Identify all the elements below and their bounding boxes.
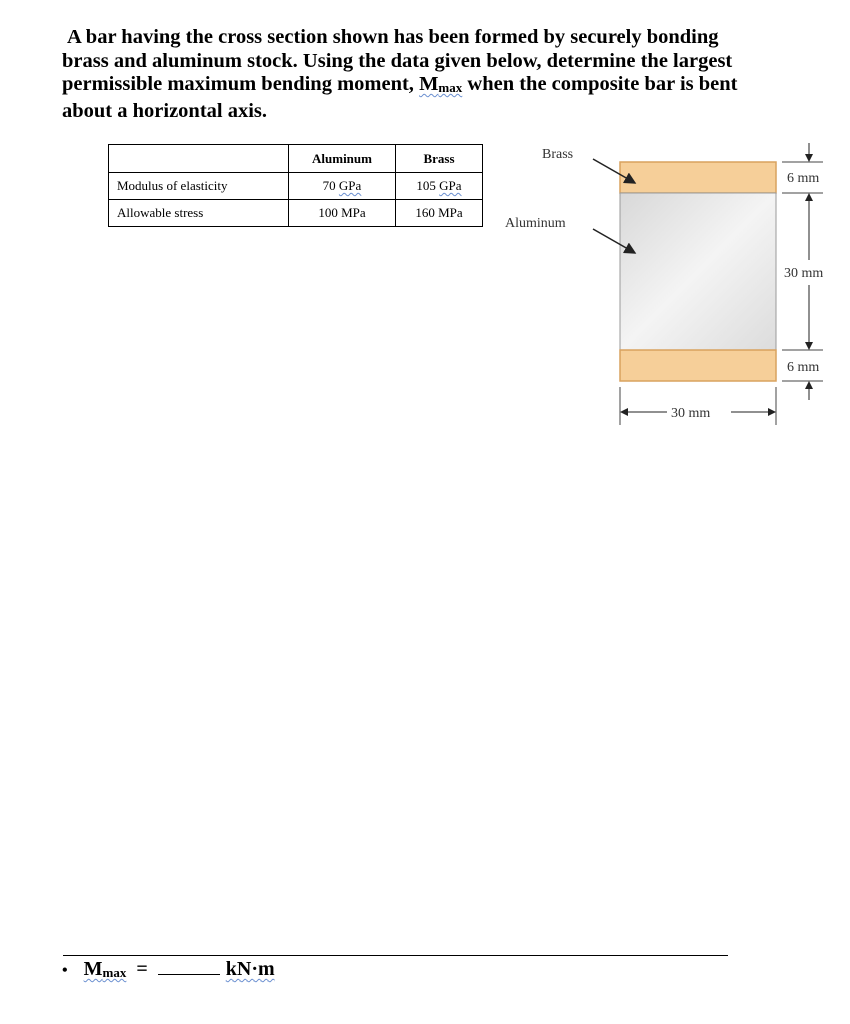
problem-line-3: permissible maximum bending moment, Mmax when the composite bar is bent xyxy=(62,73,738,95)
table-header-empty xyxy=(109,145,289,173)
answer-unit: kN·m xyxy=(225,958,275,980)
table-header-aluminum: Aluminum xyxy=(289,145,396,173)
aluminum-allowable-stress: 100 MPa xyxy=(289,200,396,227)
problem-line-4: about a horizontal axis. xyxy=(62,99,268,122)
aluminum-label: Aluminum xyxy=(505,216,566,231)
material-properties-table xyxy=(108,144,483,227)
answer-divider xyxy=(63,955,728,956)
dim-bottom-label: 6 mm xyxy=(787,360,820,375)
dim-top-label: 6 mm xyxy=(787,171,820,186)
cross-section-figure xyxy=(495,135,835,430)
brass-bottom-layer xyxy=(620,350,776,381)
problem-line-2: brass and aluminum stock. Using the data given below, determine the largest xyxy=(62,49,733,72)
aluminum-core xyxy=(620,193,776,350)
brass-label: Brass xyxy=(542,147,574,162)
problem-line-1: A bar having the cross section shown has been formed by securely bonding xyxy=(67,26,719,48)
problem-statement xyxy=(62,26,762,123)
answer-blank-input[interactable] xyxy=(158,960,220,975)
brass-modulus: 105 GPa xyxy=(396,173,483,200)
mmax-symbol: Mmax xyxy=(419,73,463,95)
answer-mmax-symbol: Mmax xyxy=(83,958,127,980)
table-row xyxy=(109,173,483,200)
dim-middle-label: 30 mm xyxy=(784,266,824,281)
equals-sign: = xyxy=(136,958,148,980)
row-label-modulus: Modulus of elasticity xyxy=(109,173,289,200)
aluminum-modulus: 70 GPa xyxy=(289,173,396,200)
table-row xyxy=(109,200,483,227)
brass-top-layer xyxy=(620,162,776,193)
dim-width-label: 30 mm xyxy=(671,406,711,421)
table-header-row xyxy=(109,145,483,173)
brass-allowable-stress: 160 MPa xyxy=(396,200,483,227)
row-label-allowable-stress: Allowable stress xyxy=(109,200,289,227)
answer-line xyxy=(62,958,275,981)
table-header-brass: Brass xyxy=(396,145,483,173)
bullet: • xyxy=(62,962,68,979)
